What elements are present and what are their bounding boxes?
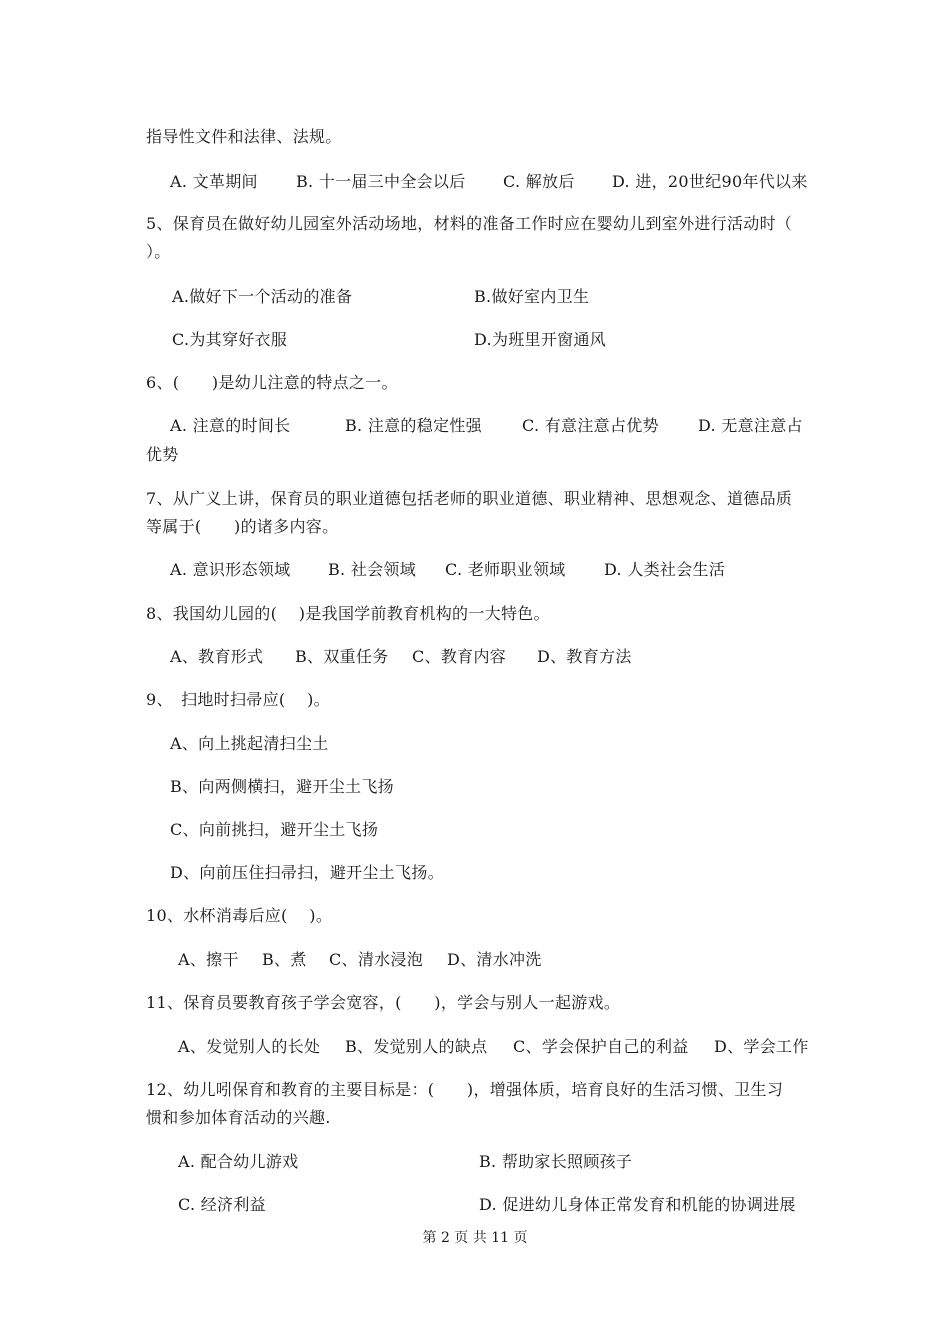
q5-option-a: A.做好下一个活动的准备 [172,287,353,306]
q12-stem-line2: 惯和参加体育活动的兴趣. [146,1108,331,1127]
q11-stem: 11、保育员要教育孩子学会宽容，( )，学会与别人一起游戏。 [146,993,621,1012]
q12-stem-line1: 12、幼儿吲保育和教育的主要目标是：( )，增强体质，培育良好的生活习惯、卫生习 [146,1080,784,1099]
q8-option-d: D、教育方法 [537,647,632,666]
q11-option-b: B、发觉别人的缺点 [345,1037,488,1056]
q8-option-b: B、双重任务 [295,647,389,666]
q6-option-a: A. 注意的时间长 [170,416,291,435]
q10-stem: 10、水杯消毒后应( )。 [146,906,333,925]
q7-stem-line1: 7、从广义上讲，保育员的职业道德包括老师的职业道德、职业精神、思想观念、道德品质 [146,489,793,508]
q5-stem-line2: ）。 [146,242,171,261]
page-number-footer: 第 2 页 共 11 页 [422,1230,528,1246]
q7-option-b: B. 社会领域 [328,560,417,579]
q6-stem: 6、( )是幼儿注意的特点之一。 [146,373,398,392]
q11-option-c: C、学会保护自己的利益 [513,1037,689,1056]
q9-stem: 9、 扫地时扫帚应( )。 [146,690,330,709]
q12-option-d: D. 促进幼儿身体正常发育和机能的协调进展 [479,1195,796,1214]
q5-stem-line1: 5、保育员在做好幼儿园室外活动场地，材料的准备工作时应在婴幼儿到室外进行活动时（ [146,214,793,233]
q6-option-d-wrap: 优势 [146,445,179,464]
q10-option-d: D、清水冲洗 [447,950,542,969]
q10-option-a: A、擦干 [178,950,239,969]
q9-option-c: C、向前挑扫，避开尘土飞扬 [170,820,379,839]
intro-line: 指导性文件和法律、法规。 [146,127,342,146]
q11-option-d: D、学会工作 [714,1037,809,1056]
q6-option-c: C. 有意注意占优势 [522,416,659,435]
q8-option-c: C、教育内容 [412,647,507,666]
q4-option-d: D. 进，20世纪90年代以来 [612,172,808,191]
q7-option-a: A. 意识形态领域 [170,560,291,579]
q4-option-b: B. 十一届三中全会以后 [296,172,466,191]
q12-option-a: A. 配合幼儿游戏 [178,1152,299,1171]
q10-option-b: B、煮 [262,950,307,969]
q9-option-a: A、向上挑起清扫尘土 [170,734,329,753]
q7-stem-line2: 等属于( )的诸多内容。 [146,517,339,536]
q5-option-d: D.为班里开窗通风 [474,330,607,349]
q4-option-c: C. 解放后 [503,172,575,191]
q4-option-a: A. 文革期间 [170,172,258,191]
q11-option-a: A、发觉别人的长处 [178,1037,321,1056]
q8-option-a: A、教育形式 [170,647,264,666]
q5-option-b: B.做好室内卫生 [474,287,590,306]
q7-option-c: C. 老师职业领域 [445,560,566,579]
q5-option-c: C.为其穿好衣服 [172,330,288,349]
q12-option-c: C. 经济利益 [178,1195,266,1214]
q9-option-d: D、向前压住扫帚扫，避开尘土飞扬。 [170,863,444,882]
q12-option-b: B. 帮助家长照顾孩子 [479,1152,633,1171]
q6-option-b: B. 注意的稳定性强 [345,416,482,435]
q8-stem: 8、我国幼儿园的( )是我国学前教育机构的一大特色。 [146,604,550,623]
q6-option-d: D. 无意注意占 [698,416,803,435]
q10-option-c: C、清水浸泡 [329,950,424,969]
q9-option-b: B、向两侧横扫，避开尘土飞扬 [170,777,394,796]
q7-option-d: D. 人类社会生活 [604,560,726,579]
